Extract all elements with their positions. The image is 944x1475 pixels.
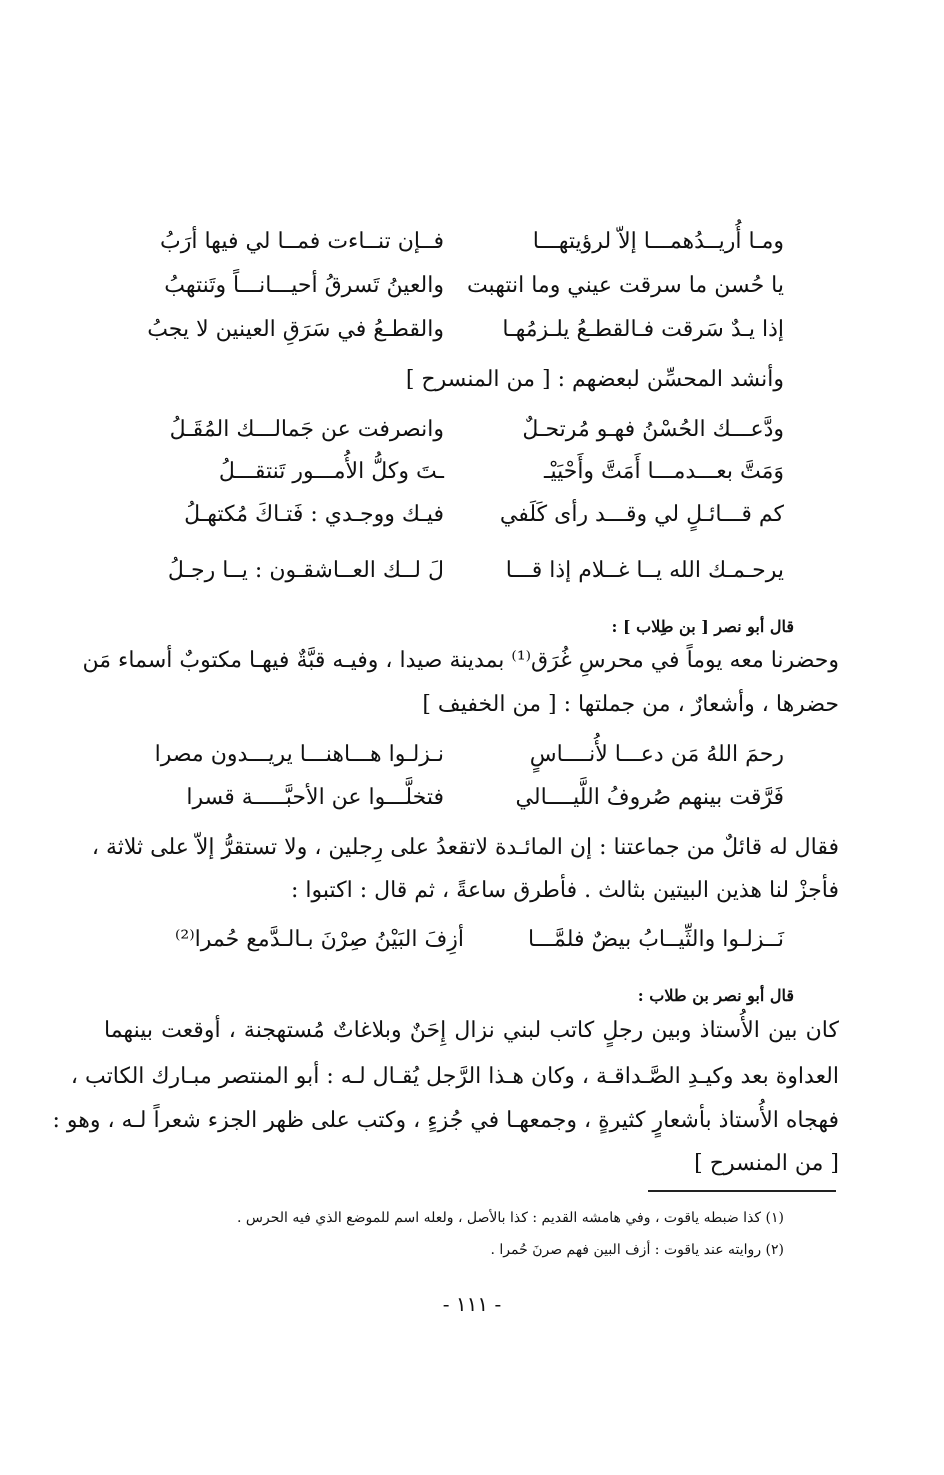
hemistich-first: رحمَ اللهُ مَن دعـــا لأُنــــاسٍ [529,742,784,767]
paragraph-line: العداوة بعد وكيـدِ الصَّـداقـة ، وكان هـذا الرَّجل يُقـال لـه : أبو المنتصر مبـارك الكاتب ، [70,1064,839,1089]
hemistich-second: فــإن تنــاءت فمــا لي فيها أرَبُ [160,229,444,254]
hemistich-second: نـزلـوا هـــاهنـــا يريـــدون مصرا [154,742,444,767]
hemistich-second: وانصرفت عن جَمالـــك المُقَـلُ [169,417,444,442]
hemistich-second: فتخلَّـــوا عن الأحبَّـــــة قسرا [186,785,444,810]
verse-line [154,735,784,775]
paragraph-line: وحضرنا معه يوماً في محرسِ غُرَق⁽¹⁾ بمدينة صيدا ، وفيـه قبَّةٌ فيهـا مكتوبٌ أسماء مَن [82,648,839,673]
paragraph-line: حضرها ، وأشعارٌ ، من جملتها : [ من الخفيف ] [422,692,839,717]
hemistich-first: يا حُسن ما سرقت عيني وما انتهبت [466,273,784,298]
paragraph-line: فقال له قائلٌ من جماعتنا : إن المائـدة لاتقعدُ على رِجلين ، ولا تستقرُّ إلاّ على ثلاثة ، [91,835,839,860]
hemistich-first: إذا يـدٌ سَرقت فـالقطـعُ يلـزمُهـا [502,317,784,342]
section-heading: قال أبو نصر بن طلاب : [637,986,794,1005]
paragraph-line: فهجاه الأُستاذ بأشعارٍ كثيرةٍ ، وجمعهـا في جُزءٍ ، وكتب على ظهر الجزء شعراً لـه ، وهو : [52,1108,839,1133]
paragraph-line: فأجزْ لنا هذين البيتين بثالث . فأطرق ساعةً ، ثم قال : اكتبوا : [290,878,839,903]
footnote: (٢) روايته عند ياقوت : أزف البين فهم صرنَ حُمرا . [490,1242,784,1258]
verse-line [164,410,784,450]
verse-line [164,266,784,306]
hemistich-second: لَ لــك العــاشقـون : يــا رجـلُ [167,558,444,583]
verse-line [160,222,784,262]
paragraph-line: كان بين الأُستاذ وبين رجلٍ كاتب لبني نزال إِحَنٌ وبلاغاتٌ مُستهجنة ، أوقعت بينهما [104,1018,839,1043]
verse-line [164,778,784,818]
intro-line: وأنشد المحسِّن لبعضهم : [ من المنسرح ] [405,367,784,392]
footnote-separator [648,1190,836,1192]
hemistich-second: فيـك ووجـدي : فَتـاكَ مُكتهـلُ [184,502,444,527]
footnote: (١) كذا ضبطه ياقوت ، وفي هامشه القديم : كذا بالأصل ، ولعله اسم للموضع الذي فيه الحرس . [237,1210,784,1226]
hemistich-first: ودَّعـــك الحُسْنُ فهـو مُرتحـلٌ [522,417,784,442]
hemistich-first: وَمَتَّ بعـــدمـــا أَمَتَّ وأَحْيَيْـ [544,459,784,484]
hemistich-second: أزِفَ البَيْنُ صِرْنَ بـالـدَّمع حُمرا⁽²⁾ [175,927,464,952]
hemistich-first: نَــزلـوا والثِّيــابُ بيضٌ فلمَّـــا [527,927,784,952]
hemistich-second: والعينُ تَسرقُ أحيـــانـــاً وتَنتهبُ [164,273,444,298]
hemistich-first: ومـا أُريــدُهمـــا إلاّ لرؤيتهـــا [532,229,784,254]
verse-line [164,452,784,492]
paragraph-line: [ من المنسرح ] [694,1151,839,1176]
hemistich-first: يرحـمـك الله يــا غــلام إذا قـــا [505,558,784,583]
hemistich-first: فَرَّقت بينهم صُروفُ اللَّيــــالي [515,785,784,810]
verse-line [164,495,784,535]
hemistich-second: والقطـعُ في سَرَقِ العينين لا يجبُ [147,317,444,342]
hemistich-first: كم قـــائـلٍ لي وقـــد رأى كَلَفي [499,502,784,527]
verse-line [164,551,784,591]
verse-line [147,310,784,350]
section-heading: قال أبو نصر [ بن طِلاب ] : [611,617,794,636]
verse-line [164,920,784,960]
hemistich-second: ـتَ وكلُّ الأُمـــور تَنتقـــلُ [218,459,444,484]
page-number: - ١١١ - [442,1292,502,1316]
